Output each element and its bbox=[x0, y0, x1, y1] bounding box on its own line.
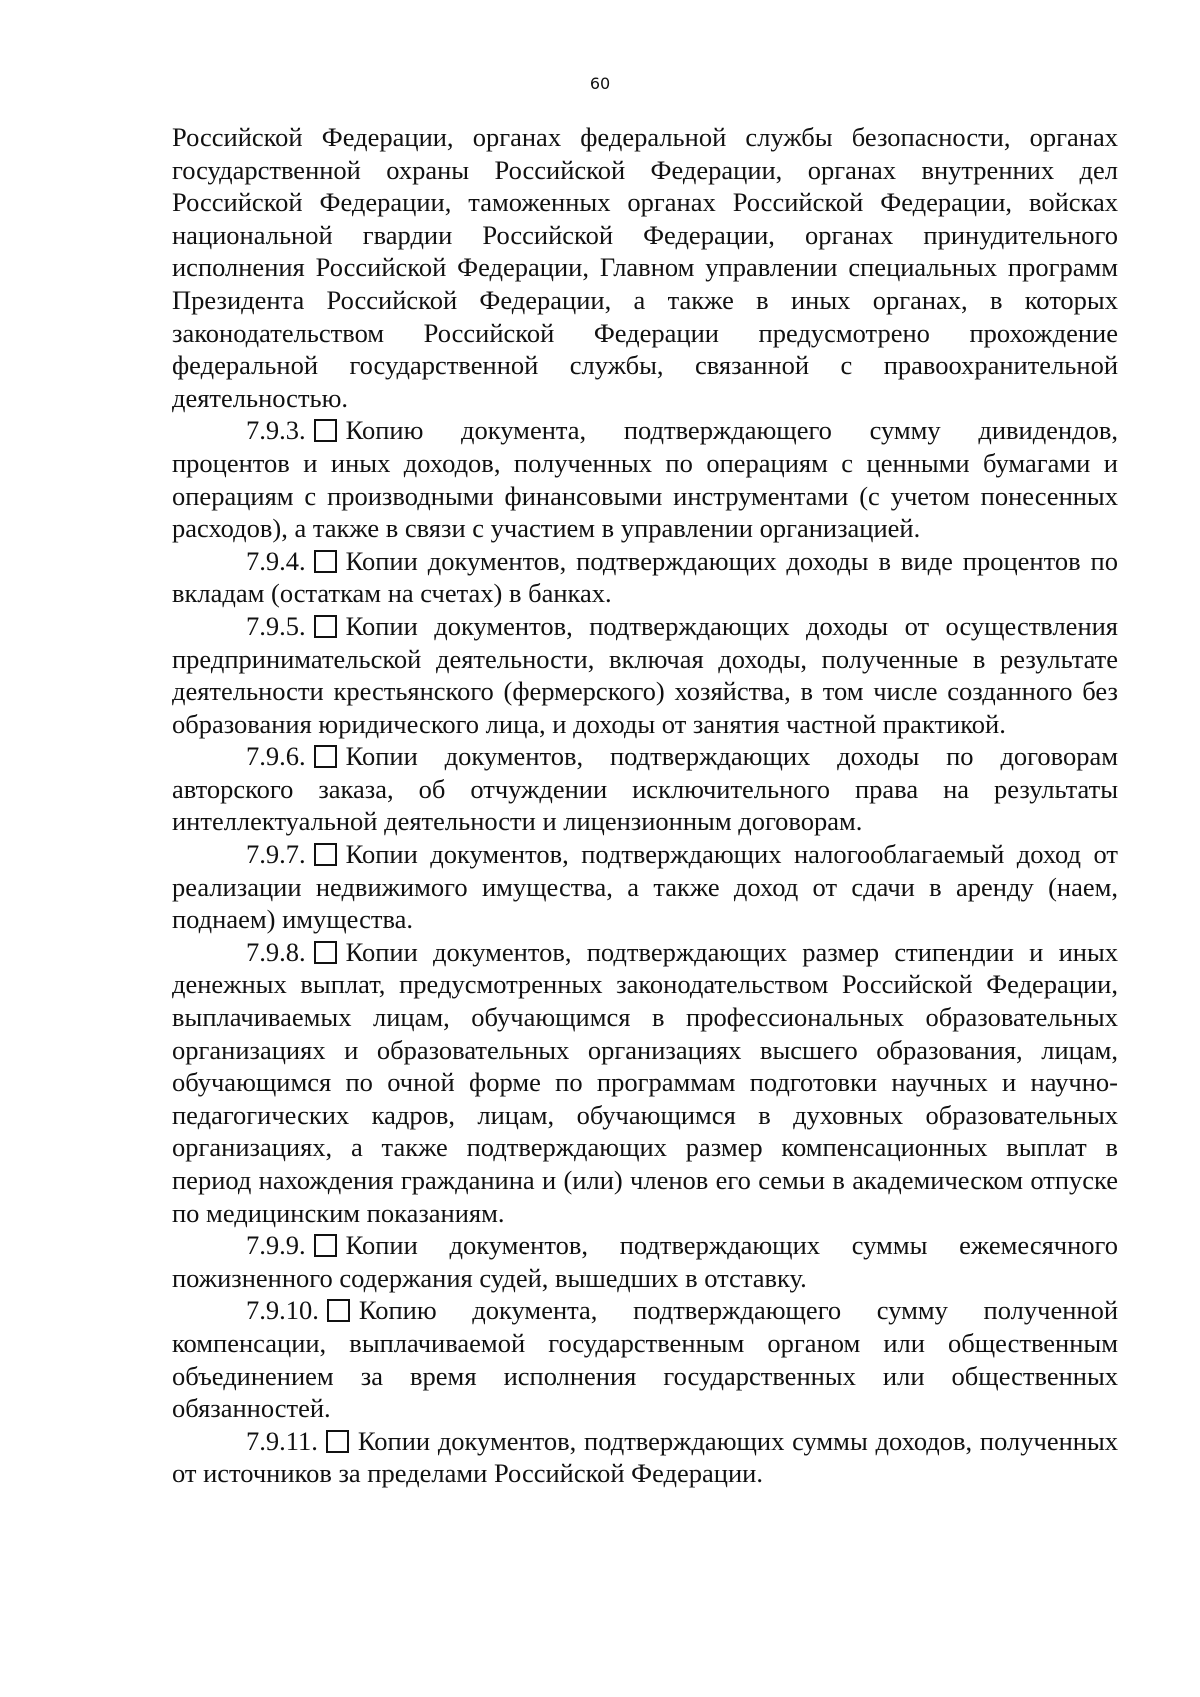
intro-paragraph: Российской Федерации, органах федеральной службы безопасности, органах государственной охраны Российской Федерации, органах внутренних дел Российской Федерации, таможенных органах Российской Федерации, войсках национальной гвардии Российской Федерации, органах принудительного исполнения Российской Федерации, Главном управлении специальных программ Президента Российской Федерации, а также в иных органах, в которых законодательством Российской Федерации предусмотрено прохождение федеральной государственной службы, связанной с правоохранительной деятельностью. bbox=[172, 122, 1118, 413]
list-item-7-9-9 bbox=[172, 1229, 1118, 1294]
item-number: 7.9.5. bbox=[246, 610, 306, 641]
item-text: Копии документов, подтверждающих размер стипендии и иных денежных выплат, предусмотренных законодательством Российской Федерации, выплачиваемых лицам, обучающимся в профессиональных образовательных организациях и образовательных организациях высшего образования, лицам, обучающимся по очной форме по программам подготовки научных и научно-педагогических кадров, лицам, обучающимся в духовных образовательных организациях, а также подтверждающих размер компенсационных выплат в период нахождения гражданина и (или) членов его семьи в академическом отпуске по медицинским показаниям. bbox=[172, 936, 1118, 1228]
item-text: Копию документа, подтверждающего сумму полученной компенсации, выплачиваемой государственным органом или общественным объединением за время исполнения государственных или общественных обязанностей. bbox=[172, 1295, 1118, 1424]
document-body bbox=[172, 121, 1118, 1490]
item-text: Копию документа, подтверждающего сумму дивидендов, процентов и иных доходов, полученных по операциям с ценными бумагами и операциям с производными финансовыми инструментами (с учетом понесенных расходов), а также в связи с участием в управлении организацией. bbox=[172, 415, 1118, 544]
checkbox-7-9-11[interactable] bbox=[326, 1430, 349, 1453]
list-item-7-9-11 bbox=[172, 1425, 1118, 1490]
item-text: Копии документов, подтверждающих доходы от осуществления предпринимательской деятельности, включая доходы, полученные в результате деятельности крестьянского (фермерского) хозяйства, в том числе созданного без образования юридического лица, и доходы от занятия частной практикой. bbox=[172, 610, 1118, 739]
item-text: Копии документов, подтверждающих доходы по договорам авторского заказа, об отчуждении исключительного права на результаты интеллектуальной деятельности и лицензионным договорам. bbox=[172, 741, 1118, 837]
list-item-7-9-3 bbox=[172, 414, 1118, 544]
page-number: 60 bbox=[589, 74, 611, 93]
item-number: 7.9.4. bbox=[246, 545, 306, 576]
checkbox-7-9-7[interactable] bbox=[314, 843, 337, 866]
checkbox-7-9-5[interactable] bbox=[314, 615, 337, 638]
checkbox-7-9-6[interactable] bbox=[314, 745, 337, 768]
item-text: Копии документов, подтверждающих налогооблагаемый доход от реализации недвижимого имущества, а также доход от сдачи в аренду (наем, поднаем) имущества. bbox=[172, 839, 1118, 935]
item-text: Копии документов, подтверждающих суммы ежемесячного пожизненного содержания судей, вышедших в отставку. bbox=[172, 1230, 1118, 1293]
list-item-7-9-6 bbox=[172, 740, 1118, 838]
list-item-7-9-4 bbox=[172, 545, 1118, 610]
checkbox-7-9-3[interactable] bbox=[314, 419, 337, 442]
item-text: Копии документов, подтверждающих доходы в виде процентов по вкладам (остаткам на счетах) в банках. bbox=[172, 545, 1118, 609]
item-number: 7.9.3. bbox=[246, 415, 306, 446]
item-number: 7.9.9. bbox=[246, 1230, 306, 1261]
checkbox-7-9-8[interactable] bbox=[314, 941, 337, 964]
checkbox-7-9-9[interactable] bbox=[314, 1234, 337, 1257]
list-item-7-9-8 bbox=[172, 936, 1118, 1229]
item-text: Копии документов, подтверждающих суммы доходов, полученных от источников за пределами Российской Федерации. bbox=[172, 1425, 1118, 1489]
item-number: 7.9.7. bbox=[246, 839, 306, 870]
item-number: 7.9.11. bbox=[246, 1425, 318, 1456]
item-number: 7.9.8. bbox=[246, 936, 306, 967]
checkbox-7-9-4[interactable] bbox=[314, 550, 337, 573]
list-item-7-9-5 bbox=[172, 610, 1118, 740]
item-number: 7.9.10. bbox=[246, 1295, 319, 1326]
list-item-7-9-7 bbox=[172, 838, 1118, 936]
checkbox-7-9-10[interactable] bbox=[327, 1299, 350, 1322]
item-number: 7.9.6. bbox=[246, 741, 306, 772]
list-item-7-9-10 bbox=[172, 1294, 1118, 1424]
